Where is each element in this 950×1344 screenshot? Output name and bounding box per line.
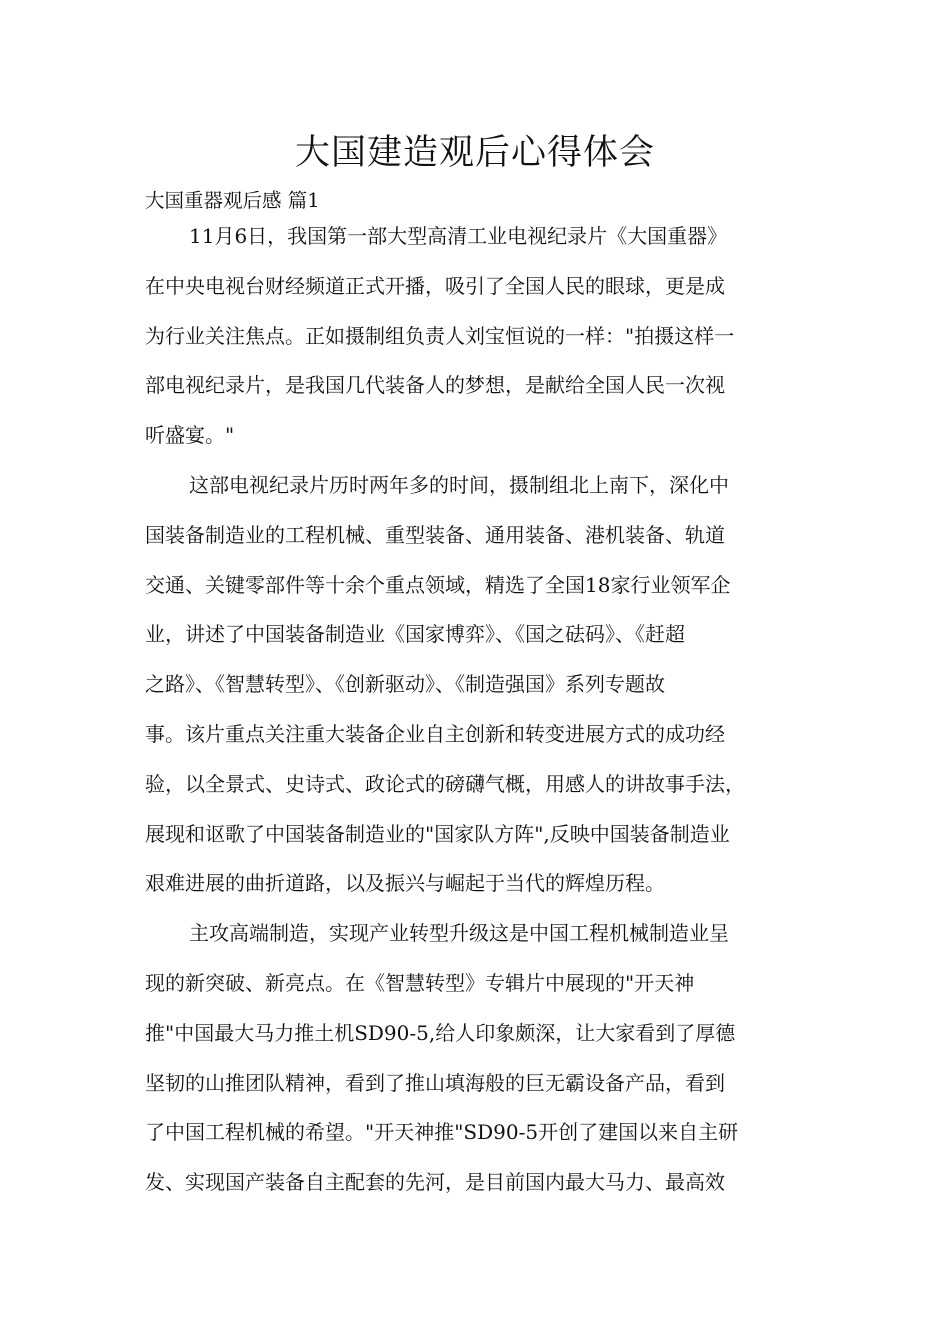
text-line: 验，以全景式、史诗式、政论式的磅礴气概，用感人的讲故事手法， (145, 771, 745, 796)
text-line: 主攻高端制造，实现产业转型升级这是中国工程机械制造业呈 (189, 921, 729, 946)
text-line: 部电视纪录片，是我国几代装备人的梦想，是献给全国人民一次视 (145, 373, 725, 398)
text-line: 艰难进展的曲折道路，以及振兴与崛起于当代的辉煌历程。 (145, 871, 665, 896)
text-line: 国装备制造业的工程机械、重型装备、通用装备、港机装备、轨道 (145, 522, 725, 547)
text-line: 推"中国最大马力推土机SD90-5,给人印象颇深，让大家看到了厚德 (145, 1020, 736, 1045)
text-line: 听盛宴。" (145, 423, 235, 448)
text-line: 在中央电视台财经频道正式开播，吸引了全国人民的眼球，更是成 (145, 273, 725, 298)
document-subtitle: 大国重器观后感 篇1 (145, 189, 320, 212)
text-line: 为行业关注焦点。正如摄制组负责人刘宝恒说的一样："拍摄这样一 (145, 323, 735, 348)
text-line: 坚韧的山推团队精神，看到了推山填海般的巨无霸设备产品，看到 (145, 1070, 725, 1095)
text-line: 交通、关键零部件等十余个重点领域，精选了全国18家行业领军企 (145, 572, 731, 597)
document-title: 大国建造观后心得体会 (294, 133, 655, 173)
text-line: 业，讲述了中国装备制造业《国家博弈》、《国之砝码》、《赶超 (145, 622, 685, 647)
text-line: 展现和讴歌了中国装备制造业的"国家队方阵",反映中国装备制造业 (145, 821, 730, 846)
text-line: 事。该片重点关注重大装备企业自主创新和转变进展方式的成功经 (145, 721, 725, 746)
text-line: 之路》、《智慧转型》、《创新驱动》、《制造强国》系列专题故 (145, 672, 665, 697)
text-line: 了中国工程机械的希望。"开天神推"SD90-5开创了建国以来自主研 (145, 1120, 739, 1145)
text-line: 现的新突破、新亮点。在《智慧转型》专辑片中展现的"开天神 (145, 970, 695, 995)
document-body (145, 212, 809, 1208)
text-line: 11月6日，我国第一部大型高清工业电视纪录片《大国重器》 (189, 224, 728, 248)
text-line: 发、实现国产装备自主配套的先河，是目前国内最大马力、最高效 (145, 1170, 725, 1195)
text-line: 这部电视纪录片历时两年多的时间，摄制组北上南下，深化中 (189, 472, 729, 497)
